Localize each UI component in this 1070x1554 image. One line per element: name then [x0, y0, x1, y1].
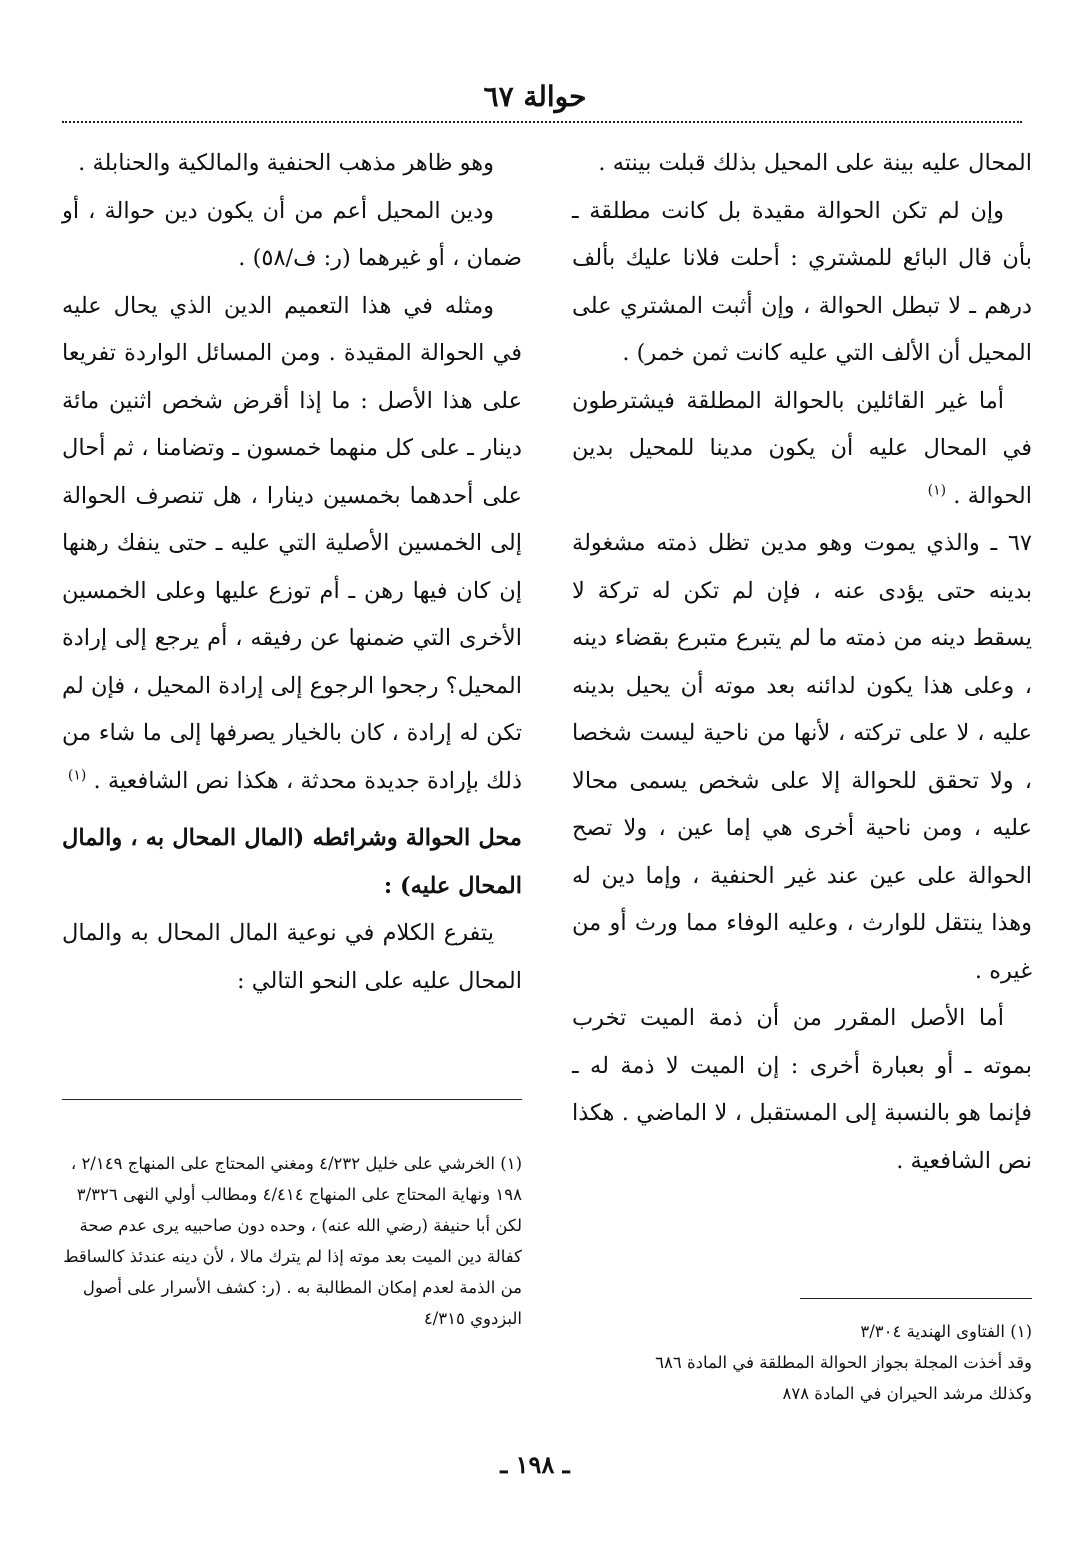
paragraph: يتفرع الكلام في نوعية المال المحال به والمال المحال عليه على النحو التالي :: [62, 920, 522, 994]
paragraph: وإن لم تكن الحوالة مقيدة بل كانت مطلقة ـ بأن قال البائع للمشتري : أحلت فلانا عليك بألف درهم ـ لا تبطل الحوالة ، وإن أثبت المشتري على المحيل أن الألف التي عليه كانت ثمن خمر) .: [572, 197, 1032, 366]
paragraph: [572, 378, 1032, 521]
footnote: لكن أبا حنيفة (رضي الله عنه) ، وحده دون صاحبيه يرى عدم صحة كفالة دين الميت بعد موته إذا لم يترك مالا ، لأن دينه عندئذ كالساقط من الذمة لعدم إمكان المطالبة به . (ر: كشف الأسرار على أصول البزدوي ٤/٣١٥: [63, 1216, 522, 1328]
paragraph-text: أما غير القائلين بالحوالة المطلقة فيشترطون في المحال عليه أن يكون مدينا للمحيل بدين الحوالة .: [572, 387, 1032, 509]
footnote: (١) الفتاوى الهندية ٣/٣٠٤: [860, 1322, 1032, 1341]
paragraph-text: ومثله في هذا التعميم الدين الذي يحال عليه في الحوالة المقيدة . ومن المسائل الواردة تفريعا على هذا الأصل : ما إذا أقرض شخص اثنين مائة دينار ـ على كل منهما خمسون ـ وتضامنا ، ثم أحال على أحدهما بخمسين دينارا ، هل تنصرف الحوالة إلى الخمسين الأصلية التي عليه ـ حتى ينفك رهنها إن كان فيها رهن ـ أم توزع عليها وعلى الخمسين الأخرى التي ضمنها عن رفيقه ، أم يرجع إلى إرادة المحيل؟ رجحوا الرجوع إلى إرادة المحيل ، فإن لم تكن له إرادة ، كان بالخيار يصرفها إلى ما شاء من ذلك بإرادة جديدة محدثة ، هكذا نص الشافعية .: [61, 292, 522, 794]
paragraph: ودين المحيل أعم من أن يكون دين حوالة ، أو ضمان ، أو غيرهما (ر: ف/٥٨) .: [62, 197, 522, 271]
left-column: [62, 140, 522, 1005]
header-dotted-divider: [62, 121, 1022, 123]
footnote-divider: [800, 1298, 1032, 1299]
footnote: (١) الخرشي على خليل ٤/٢٣٢ ومغني المحتاج على المنهاج ٢/١٤٩ ، ١٩٨ ونهاية المحتاج على المنهاج ٤/٤١٤ ومطالب أولي النهى ٣/٣٢٦: [70, 1154, 522, 1204]
section-heading: محل الحوالة وشرائطه (المال المحال به ، والمال المحال عليه) :: [62, 825, 522, 899]
paragraph: المحال عليه بينة على المحيل بذلك قبلت بينته .: [598, 150, 1032, 176]
footnote: وكذلك مرشد الحيران في المادة ٨٧٨: [782, 1384, 1032, 1403]
footnotes-left: [62, 1148, 522, 1334]
paragraph: أما الأصل المقرر من أن ذمة الميت تخرب بموته ـ أو بعبارة أخرى : إن الميت لا ذمة له ـ فإنما هو بالنسبة إلى المستقبل ، لا الماضي . هكذا نص الشافعية .: [572, 1005, 1032, 1174]
footnotes-right: [572, 1316, 1032, 1409]
paragraph: ٦٧ ـ والذي يموت وهو مدين تظل ذمته مشغولة بدينه حتى يؤدى عنه ، فإن لم تكن له تركة لا يسقط دينه من ذمته ما لم يتبرع متبرع بقضاء دينه ، وعلى هذا يكون لدائنه بعد موته أن يحيل بدينه عليه ، لا على تركته ، لأنها من ناحية ليست شخصا ، ولا تحقق للحوالة إلا على شخص يسمى محالا عليه ، ومن ناحية أخرى هي إما عين ، ولا تصح الحوالة على عين عند غير الحنفية ، وإما دين له وهذا ينتقل للوارث ، وعليه الوفاء مما ورث أو من غيره .: [572, 530, 1032, 984]
page-number: ـ ١٩٨ ـ: [500, 1450, 570, 1479]
footnote-mark: (١): [927, 482, 947, 498]
right-column: [572, 140, 1032, 1185]
footnote: وقد أخذت المجلة بجواز الحوالة المطلقة في المادة ٦٨٦: [655, 1353, 1032, 1372]
footnote-divider: [62, 1099, 522, 1100]
footnote-mark: (١): [67, 767, 87, 783]
page-header-title: حوالة ٦٧: [483, 80, 587, 113]
paragraph: [62, 283, 522, 806]
paragraph: وهو ظاهر مذهب الحنفية والمالكية والحنابلة .: [78, 150, 494, 176]
